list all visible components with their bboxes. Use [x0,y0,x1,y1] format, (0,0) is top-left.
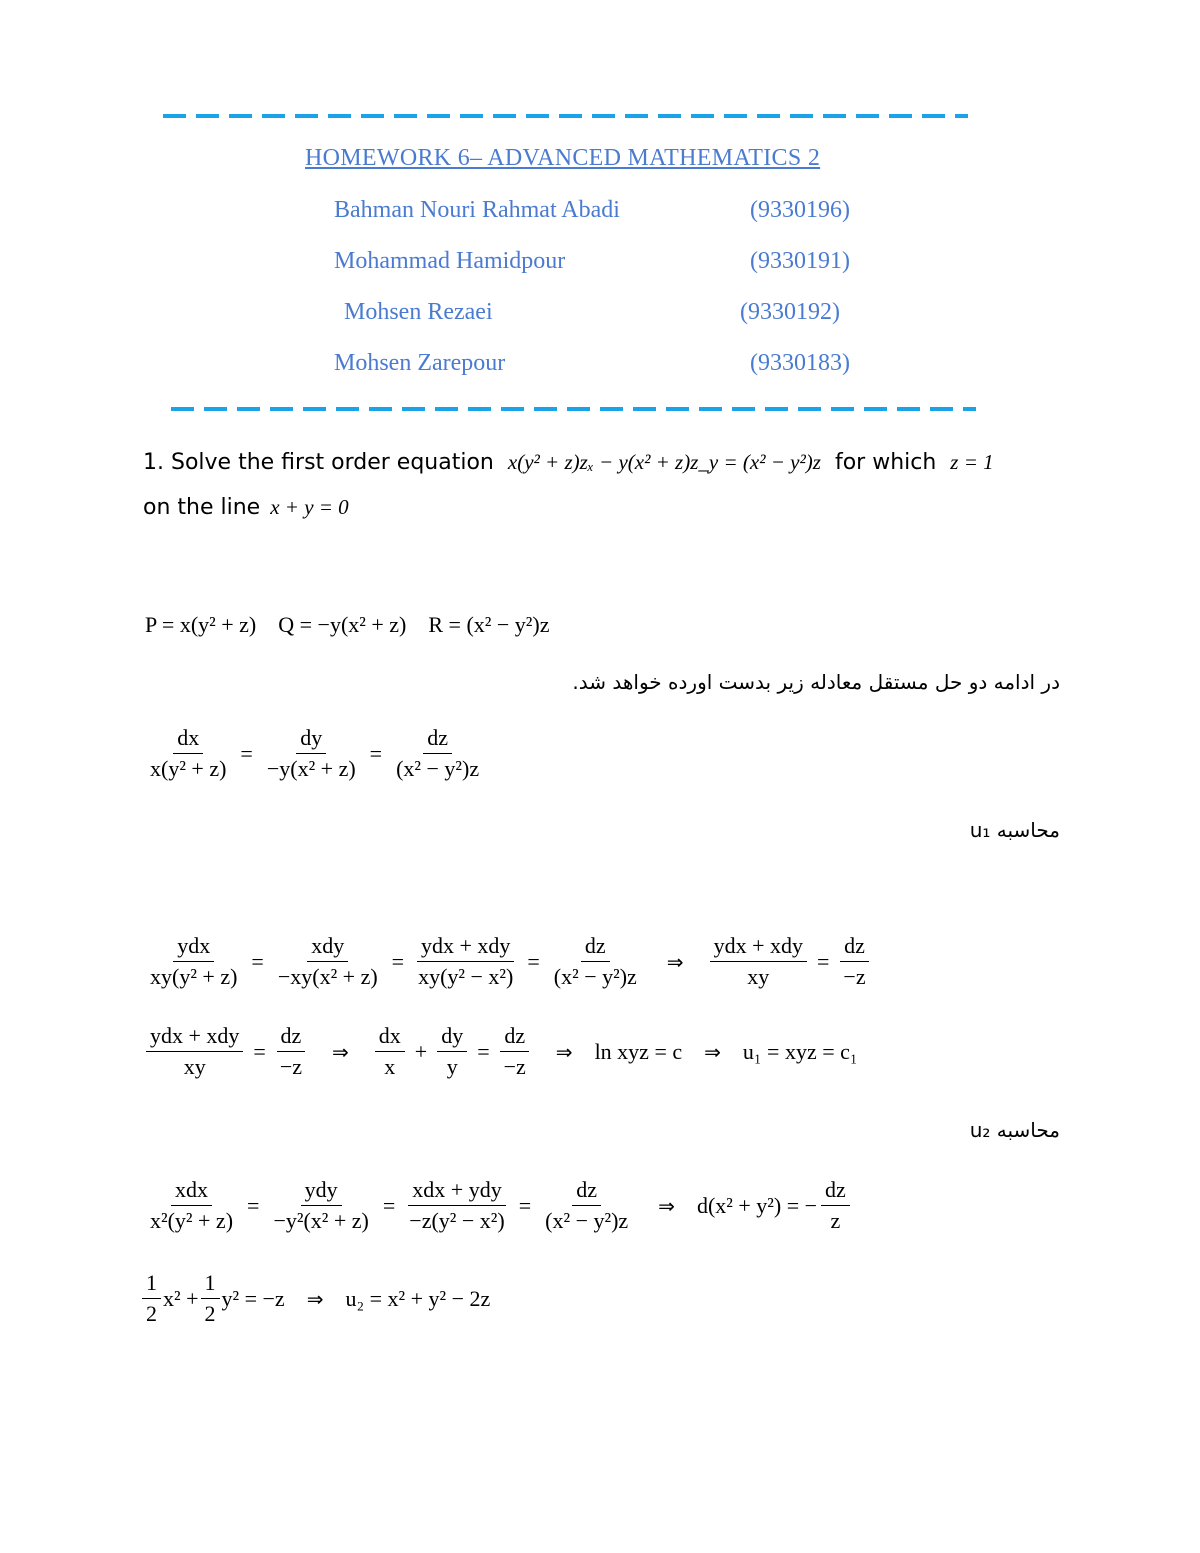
fraction: $\frac{\text{ydx + xdy}}{xy}$ [146,1023,243,1080]
fraction: $\frac{\text{ydx}}{\text{xy(y² + z)}}$ [150,933,238,989]
implies-arrow-icon: ⇒ [306,1286,324,1311]
question-condition: z = 1 [950,450,994,474]
fraction: $\frac{\text{ydx + xdy}}{xy}$ [710,933,807,990]
member-id-2: (9330191) [750,248,850,274]
implies-arrow-icon: ⇒ [658,1193,675,1218]
member-name-1: Bahman Nouri Rahmat Abadi [334,197,620,223]
fraction: $\frac{dz}{-z}$ [500,1023,530,1080]
u1-derivation-step-1: $\frac{\text{ydx}}{\text{xy(y² + z)}}$ = $\frac{\text{xdy}}{\text{−xy(x² + z)}}$ = $\frac{\text{ydx + xdy}}{\text{xy(y² − x²)}}$ = $\frac{dz}{\text{(x² − y²)z}}$ ⇒ $\frac{\text{ydx + xdy}}{xy}$ = $\frac{dz}{-z}$ [142,933,874,990]
term: x² + [163,1285,199,1311]
fraction: $\frac{dz}{-z}$ [839,933,869,990]
fraction: $\frac{\text{ydx + xdy}}{\text{xy(y² − x²)}}$ [418,933,514,989]
fraction: $\frac{dy}{\text{−y(x² + z)}}$ [266,725,356,781]
persian-note: در ادامه دو حل مستقل معادله زیر بدست اورده خواهد شد. [572,670,1060,694]
member-name-2: Mohammad Hamidpour [334,248,566,274]
term: y² = −z [221,1285,285,1311]
member-id-4: (9330183) [750,350,850,376]
fraction: $\frac{dx}{\text{x(y² + z)}}$ [150,725,227,781]
fraction: $\frac{dz}{\text{(x² − y²)z}}$ [553,933,637,989]
fraction: $\frac{1}{2}$ [142,1270,161,1327]
member-id-3: (9330192) [740,299,840,325]
label-compute-u2: محاسبه u₂ [969,1118,1060,1142]
member-name-3: Mohsen Rezaei [344,299,493,325]
implies-arrow-icon: ⇒ [555,1039,573,1064]
member-name-4: Mohsen Zarepour [334,350,506,376]
fraction: $\frac{dz}{\text{(x² − y²)z}}$ [396,725,480,781]
label-compute-u1: محاسبه u₁ [969,818,1060,842]
question-lead: 1. Solve the first order equation [143,450,494,475]
differential-lhs: d(x² + y²) = − [696,1192,818,1218]
question-line-1 [143,450,994,475]
question-equation: x(y² + z)zₓ − y(x² + z)z_y = (x² − y²)z [507,450,821,474]
question-for-which: for which [834,450,937,475]
fraction: $\frac{dx}{x}$ [375,1023,405,1080]
fraction: $\frac{dz}{-z}$ [276,1023,306,1080]
question-line-2 [143,495,349,520]
question-line-equation: x + y = 0 [270,495,349,519]
fraction: $\frac{dz}{z}$ [821,1177,850,1234]
u2-derivation-step-1: $\frac{\text{xdx}}{\text{x²(y² + z)}}$ = $\frac{\text{ydy}}{\text{−y²(x² + z)}}$ = $\frac{\text{xdx + ydy}}{\text{−z(y² − x²)}}$ = $\frac{dz}{\text{(x² − y²)z}}$ ⇒ d(x² + y²) = − $\frac{dz}{z}$ [142,1177,854,1234]
fraction: $\frac{1}{2}$ [201,1270,220,1327]
top-dashed-rule [163,114,968,118]
u1-derivation-step-2: $\frac{\text{ydx + xdy}}{xy}$ = $\frac{dz}{-z}$ ⇒ $\frac{dx}{x}$ + $\frac{dy}{y}$ = $\frac{dz}{-z}$ ⇒ ln xyz = c ⇒ u₁ = xyz = c₁ [142,1023,858,1080]
log-result: ln xyz = c [594,1038,683,1064]
fraction: $\frac{\text{xdy}}{\text{−xy(x² + z)}}$ [277,933,378,989]
bottom-dashed-rule [171,407,976,411]
fraction: $\frac{\text{xdx + ydy}}{\text{−z(y² − x²)}}$ [409,1177,505,1233]
fraction: $\frac{\text{ydy}}{\text{−y²(x² + z)}}$ [273,1177,369,1233]
characteristic-equations: $\frac{dx}{\text{x(y² + z)}}$ = $\frac{dy}{\text{−y(x² + z)}}$ = $\frac{dz}{\text{(x² − y²)z}}$ [142,725,487,782]
u2-derivation-step-2 [140,1270,490,1327]
member-id-1: (9330196) [750,197,850,223]
fraction: $\frac{dz}{\text{(x² − y²)z}}$ [545,1177,629,1233]
u1-result: u₁ = xyz = c₁ [742,1038,858,1064]
u2-result: u₂ = x² + y² − 2z [345,1285,491,1311]
implies-arrow-icon: ⇒ [666,949,684,974]
fraction: $\frac{dy}{y}$ [437,1023,467,1080]
implies-arrow-icon: ⇒ [332,1039,349,1064]
question-line-label: on the line [143,495,261,520]
homework-title: HOMEWORK 6– ADVANCED MATHEMATICS 2 [305,145,821,171]
pqr-definitions: P = x(y² + z) Q = −y(x² + z) R = (x² − y²)z [145,612,550,637]
fraction: $\frac{\text{xdx}}{\text{x²(y² + z)}}$ [150,1177,234,1233]
implies-arrow-icon: ⇒ [704,1039,721,1064]
